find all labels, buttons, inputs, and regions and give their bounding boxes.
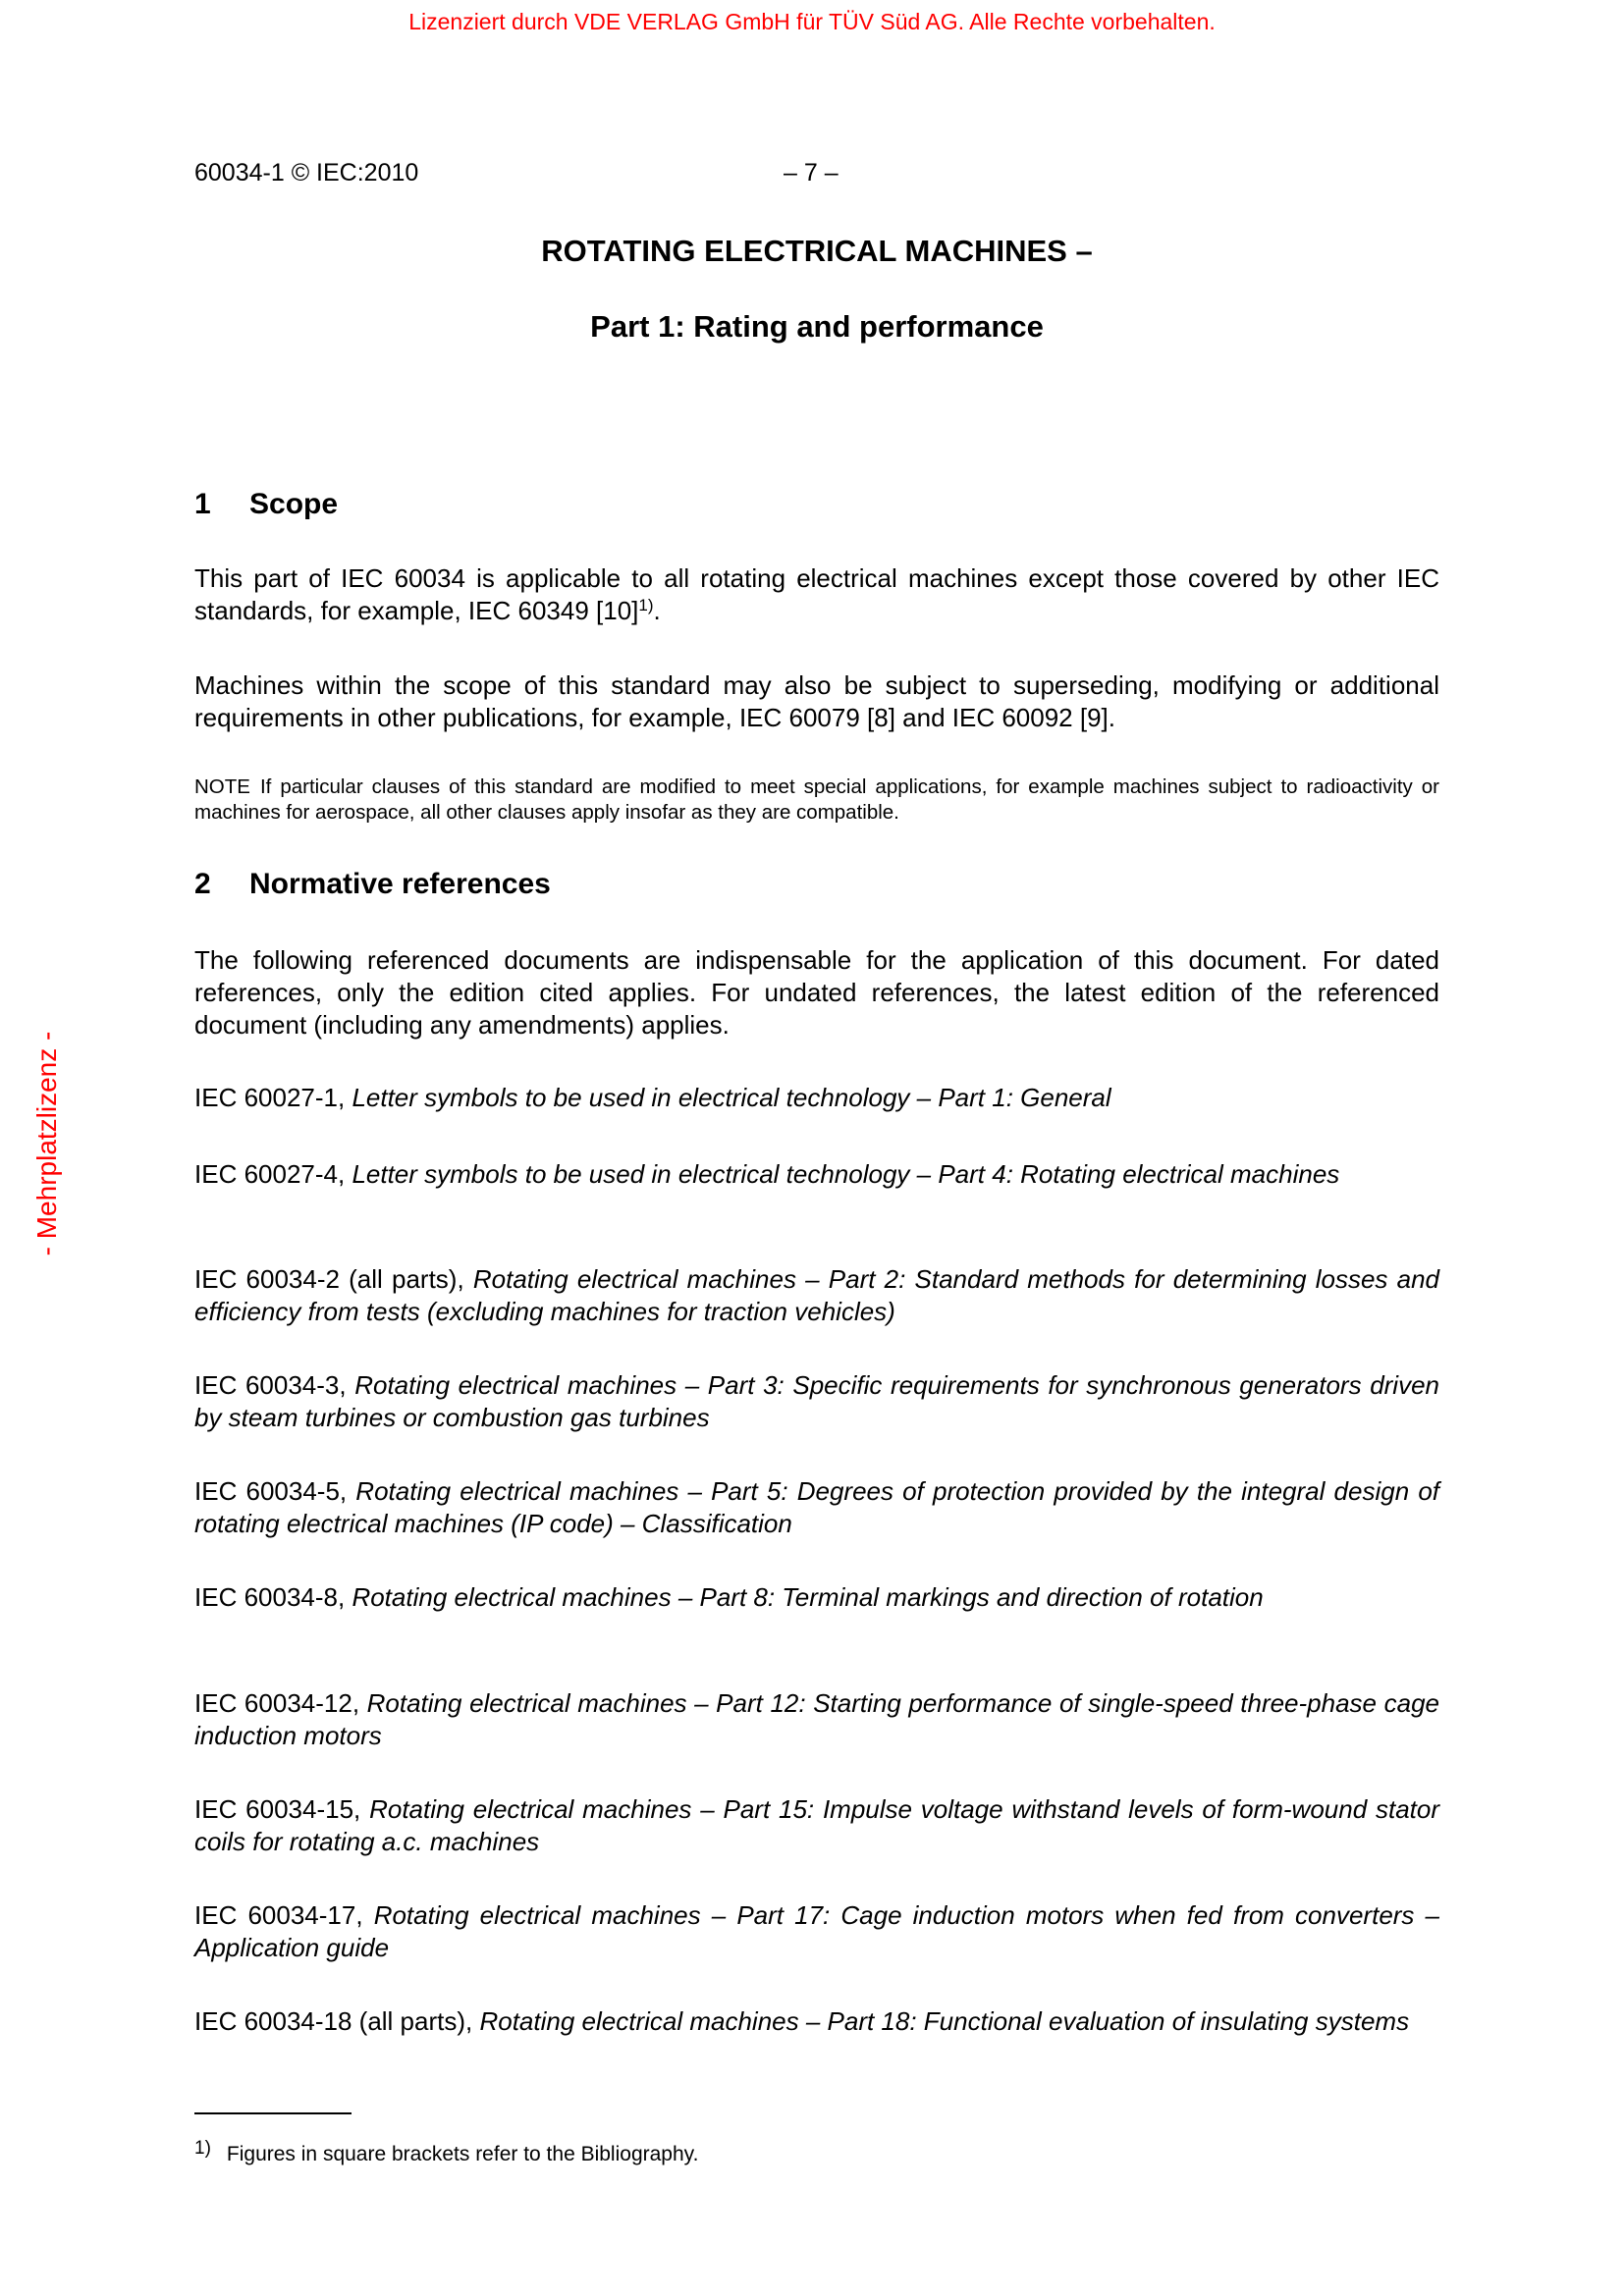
footnote bbox=[194, 2138, 698, 2166]
document-subtitle: Part 1: Rating and performance bbox=[590, 309, 1044, 344]
reference-title: Rotating electrical machines – Part 8: Terminal markings and direction of rotation bbox=[352, 1582, 1264, 1612]
reference-title: Rotating electrical machines – Part 18: Functional evaluation of insulating systems bbox=[479, 2006, 1410, 2036]
normative-references-intro: The following referenced documents are indispensable for the application of this document. For dated references, only the edition cited applies. For undated references, the latest edition of the referenced document (including any amendments) applies. bbox=[194, 945, 1439, 1040]
footnote-mark: 1) bbox=[194, 2138, 211, 2159]
reference-id: IEC 60034-5, bbox=[194, 1476, 356, 1506]
reference-title: Letter symbols to be used in electrical technology – Part 4: Rotating electrical machines bbox=[352, 1159, 1340, 1189]
note-text: If particular clauses of this standard are modified to meet special applications, for example machines subject to radioactivity or machines for aerospace, all other clauses apply insofar as they are compatible. bbox=[194, 775, 1439, 824]
scope-note bbox=[194, 774, 1439, 826]
reference-title: Letter symbols to be used in electrical technology – Part 1: General bbox=[352, 1083, 1111, 1112]
reference-entry bbox=[194, 1687, 1439, 1752]
reference-entry bbox=[194, 1263, 1439, 1328]
scope-paragraph-2: Machines within the scope of this standard may also be subject to superseding, modifying or additional requirements in other publications, for example, IEC 60079 [8] and IEC 60092 [9]. bbox=[194, 670, 1439, 732]
reference-id: IEC 60034-18 (all parts), bbox=[194, 2006, 480, 2036]
reference-title: Rotating electrical machines – Part 3: Specific requirements for synchronous generators driven by steam turbines or combustion gas turbines bbox=[194, 1370, 1440, 1432]
section-title: Scope bbox=[249, 488, 339, 520]
reference-entry bbox=[194, 1369, 1439, 1434]
section-number: 1 bbox=[194, 488, 211, 520]
reference-entry bbox=[194, 1581, 1439, 1614]
reference-id: IEC 60034-8, bbox=[194, 1582, 352, 1612]
reference-id: IEC 60034-2 (all parts), bbox=[194, 1264, 473, 1294]
document-title: ROTATING ELECTRICAL MACHINES – bbox=[541, 234, 1093, 268]
reference-entry bbox=[194, 1899, 1439, 1964]
reference-title: Rotating electrical machines – Part 15: Impulse voltage withstand levels of form-wound stator coils for rotating a.c. machines bbox=[194, 1794, 1439, 1856]
footnote-reference[interactable]: 1) bbox=[638, 596, 654, 614]
section-number: 2 bbox=[194, 868, 211, 900]
reference-id: IEC 60034-12, bbox=[194, 1688, 367, 1718]
reference-entry bbox=[194, 1475, 1439, 1540]
reference-title: Rotating electrical machines – Part 2: Standard methods for determining losses and efficiency from tests (excluding machines for traction vehicles) bbox=[194, 1264, 1439, 1326]
multi-user-license-watermark: - Mehrplatzlizenz - bbox=[31, 1031, 62, 1256]
reference-id: IEC 60034-3, bbox=[194, 1370, 355, 1400]
reference-entry bbox=[194, 1793, 1439, 1858]
note-label: NOTE bbox=[194, 775, 250, 798]
reference-entry bbox=[194, 1082, 1439, 1114]
footnote-separator bbox=[194, 2112, 352, 2114]
section-heading-scope bbox=[194, 488, 338, 521]
section-title: Normative references bbox=[249, 868, 551, 900]
reference-entry bbox=[194, 1158, 1439, 1191]
scope-paragraph-1: This part of IEC 60034 is applicable to all rotating electrical machines except those covered by other IEC standards, for example, IEC 60349 $[10]^{1)}$. bbox=[194, 563, 1439, 625]
footnote-text: Figures in square brackets refer to the Bibliography. bbox=[226, 2143, 699, 2165]
reference-id: IEC 60027-4, bbox=[194, 1159, 352, 1189]
reference-id: IEC 60027-1, bbox=[194, 1083, 352, 1112]
page-number: – 7 – bbox=[784, 159, 839, 187]
reference-title: Rotating electrical machines – Part 5: Degrees of protection provided by the integral design of rotating electrical machines (IP code) – Classification bbox=[194, 1476, 1439, 1538]
reference-id: IEC 60034-17, bbox=[194, 1900, 374, 1930]
reference-id: IEC 60034-15, bbox=[194, 1794, 370, 1824]
reference-title: Rotating electrical machines – Part 17: Cage induction motors when fed from converters – Application guide bbox=[194, 1900, 1440, 1962]
license-watermark: Lizenziert durch VDE VERLAG GmbH für TÜV Süd AG. Alle Rechte vorbehalten. bbox=[408, 9, 1216, 34]
section-heading-normative-references bbox=[194, 868, 551, 901]
document-id: 60034-1 © IEC:2010 bbox=[194, 159, 419, 187]
reference-entry bbox=[194, 2005, 1439, 2038]
reference-title: Rotating electrical machines – Part 12: Starting performance of single-speed three-phase cage induction motors bbox=[194, 1688, 1439, 1750]
